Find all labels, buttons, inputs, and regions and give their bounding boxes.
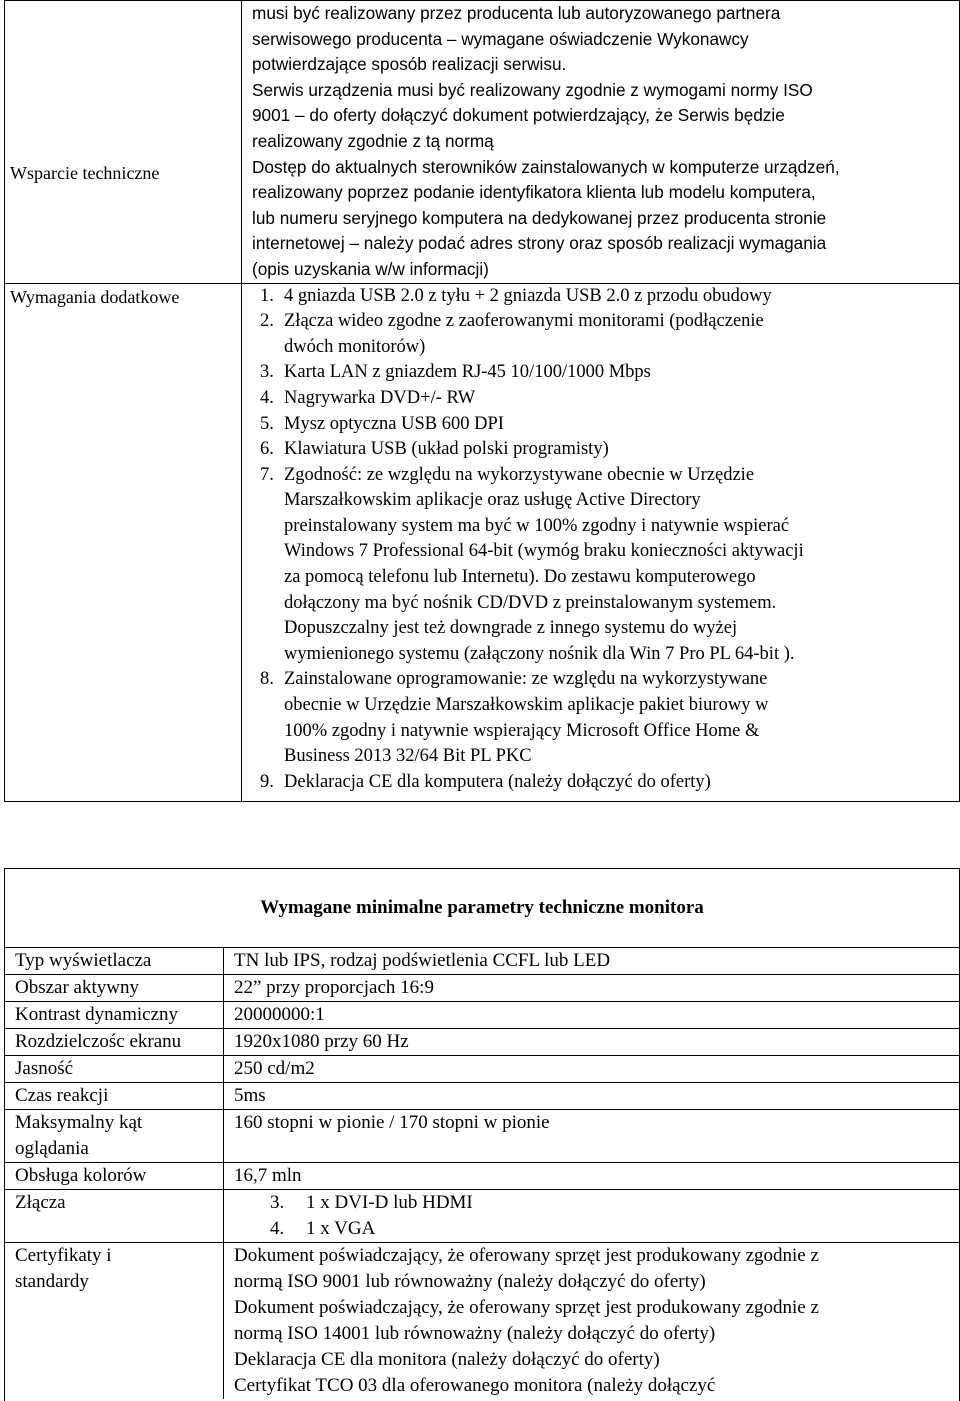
port-number: 3. (270, 1192, 285, 1213)
requirement-text (284, 412, 955, 438)
text-line: realizowany poprzez podanie identyfikatora klienta lub modelu komputera, (252, 182, 816, 203)
spec-label-line: Obsługa kolorów (15, 1165, 147, 1186)
certs-label-line: Certyfikaty i (15, 1245, 112, 1266)
support-row (5, 1, 960, 284)
spec-value-line: 250 cd/m2 (234, 1058, 315, 1079)
spec-value-line: 160 stopni w pionie / 170 stopni w pionie (234, 1112, 550, 1133)
monitor-spec-row (5, 948, 960, 975)
monitor-spec-row (5, 1110, 960, 1163)
text-line: Serwis urządzenia musi być realizowany zgodnie z wymogami normy ISO (252, 79, 813, 100)
spec-label-line: Typ wyświetlacza (15, 950, 152, 971)
monitor-spec-row (5, 1083, 960, 1110)
monitor-section (4, 868, 960, 1401)
port-item (234, 1190, 955, 1216)
spec-label-line: Czas reakcji (15, 1085, 109, 1106)
monitor-spec-row (5, 1163, 960, 1190)
text-line: Klawiatura USB (układ polski programisty) (284, 439, 609, 460)
spec-label-line: oglądania (15, 1138, 89, 1159)
certs-value-cell (224, 1243, 960, 1400)
spec-label-line: Rozdzielczośc ekranu (15, 1031, 182, 1052)
computer-spec-table (4, 0, 960, 802)
requirement-number: 7. (260, 464, 274, 485)
spec-value (224, 1163, 960, 1190)
spec-label-line: Maksymalny kąt (15, 1112, 143, 1133)
text-line: lub numeru seryjnego komputera na dedykowanej przez producenta stronie (252, 207, 827, 228)
spec-label (5, 948, 224, 975)
text-line: dwóch monitorów) (284, 336, 426, 357)
requirement-item (242, 437, 955, 463)
requirement-item (242, 770, 955, 796)
text-line: normą ISO 14001 lub równoważny (należy dołączyć do oferty) (234, 1323, 716, 1344)
spec-label (5, 975, 224, 1002)
requirement-item (242, 284, 955, 310)
text-line: Nagrywarka DVD+/- RW (284, 387, 476, 408)
service-intro (252, 1, 955, 155)
spec-value-line: 16,7 mln (234, 1165, 302, 1186)
additional-row (5, 283, 960, 802)
text-line: Zgodność: ze względu na wykorzystywane obecnie w Urzędzie (284, 464, 755, 485)
additional-label-cell (5, 283, 242, 802)
text-line: Dokument poświadczający, że oferowany sprzęt jest produkowany zgodnie z (234, 1297, 819, 1318)
requirement-number: 9. (260, 771, 274, 792)
text-line: preinstalowany system ma być w 100% zgodny i natywnie wspierać (284, 515, 790, 536)
text-line: za pomocą telefonu lub Internetu). Do zestawu komputerowego (284, 567, 756, 588)
text-line: 100% zgodny i natywnie wspierający Microsoft Office Home & (284, 720, 760, 741)
requirement-number: 4. (260, 387, 274, 408)
spec-label (5, 1056, 224, 1083)
text-line: obecnie w Urzędzie Marszałkowskim aplikacje pakiet biurowy w (284, 695, 769, 716)
requirement-item (242, 412, 955, 438)
monitor-spec-row (5, 975, 960, 1002)
support-label-cell (5, 1, 242, 284)
text-line: Certyfikat TCO 03 dla oferowanego monitora (należy dołączyć (234, 1375, 716, 1396)
requirement-item (242, 309, 955, 360)
text-line: Deklaracja CE dla monitora (należy dołączyć do oferty) (234, 1349, 660, 1370)
requirement-item (242, 667, 955, 769)
spec-label (5, 1002, 224, 1029)
requirement-item (242, 360, 955, 386)
spec-value (224, 1083, 960, 1110)
monitor-spec-row (5, 1002, 960, 1029)
text-line: Windows 7 Professional 64-bit (wymóg braku konieczności aktywacji (284, 541, 804, 562)
spec-value-line: 1920x1080 przy 60 Hz (234, 1031, 409, 1052)
spec-label (5, 1110, 224, 1163)
spec-value-line: 20000000:1 (234, 1004, 325, 1025)
requirement-item (242, 463, 955, 668)
monitor-spec-table (4, 947, 960, 1399)
monitor-spec-row (5, 1056, 960, 1083)
text-line: Business 2013 32/64 Bit PL PKC (284, 746, 532, 767)
requirements-list (242, 284, 955, 796)
requirement-text (284, 667, 955, 769)
spec-label (5, 1163, 224, 1190)
text-line: normą ISO 9001 lub równoważny (należy dołączyć do oferty) (234, 1271, 706, 1292)
text-line: Dopuszczalny jest też downgrade z innego systemu do wyżej (284, 618, 738, 639)
port-text: 1 x DVI-D lub HDMI (306, 1192, 473, 1213)
certs-label-cell (5, 1243, 224, 1400)
ports-value-cell (224, 1190, 960, 1243)
additional-value-cell (242, 283, 960, 802)
spec-value (224, 1110, 960, 1163)
spec-value (224, 1002, 960, 1029)
monitor-title: Wymagane minimalne parametry techniczne monitora (260, 897, 704, 918)
spec-label-line: Kontrast dynamiczny (15, 1004, 179, 1025)
requirement-text (284, 770, 955, 796)
requirement-text (284, 284, 955, 310)
port-number: 4. (270, 1218, 285, 1239)
text-line: Mysz optyczna USB 600 DPI (284, 413, 504, 434)
text-line: (opis uzyskania w/w informacji) (252, 258, 489, 279)
spec-label-line: Obszar aktywny (15, 977, 139, 998)
text-line: musi być realizowany przez producenta lub autoryzowanego partnera (252, 3, 781, 23)
requirement-number: 8. (260, 669, 274, 690)
text-line: potwierdzające sposób realizacji serwisu. (252, 54, 567, 75)
certs-row (5, 1243, 960, 1400)
text-line: Zainstalowane oprogramowanie: ze względu na wykorzystywane (284, 669, 768, 690)
text-line: Marszałkowskim aplikacje oraz usługę Active Directory (284, 490, 701, 511)
spec-label (5, 1083, 224, 1110)
spec-label-line: Jasność (15, 1058, 74, 1079)
text-line: serwisowego producenta – wymagane oświadczenie Wykonawcy (252, 28, 749, 49)
text-line: realizowany zgodnie z tą normą (252, 130, 494, 151)
spec-value (224, 1029, 960, 1056)
text-line: 4 gniazda USB 2.0 z tyłu + 2 gniazda USB 2.0 z przodu obudowy (284, 285, 772, 306)
requirement-text (284, 360, 955, 386)
spec-value-line: TN lub IPS, rodzaj podświetlenia CCFL lub LED (234, 950, 611, 971)
requirement-text (284, 386, 955, 412)
text-line: Karta LAN z gniazdem RJ-45 10/100/1000 Mbps (284, 362, 651, 383)
text-line: internetowej – należy podać adres strony oraz sposób realizacji wymagania (252, 233, 827, 254)
text-line: Deklaracja CE dla komputera (należy dołączyć do oferty) (284, 771, 711, 792)
monitor-spec-row (5, 1029, 960, 1056)
spec-label (5, 1029, 224, 1056)
text-line: Złącza wideo zgodne z zaoferowanymi monitorami (podłączenie (284, 311, 764, 332)
requirement-number: 3. (260, 362, 274, 383)
requirement-item (242, 386, 955, 412)
text-line: Dostęp do aktualnych sterowników zainstalowanych w komputerze urządzeń, (252, 156, 840, 177)
spec-value (224, 1056, 960, 1083)
requirement-text (284, 463, 955, 668)
port-text: 1 x VGA (306, 1218, 376, 1239)
spec-value-line: 5ms (234, 1085, 266, 1106)
requirement-number: 2. (260, 311, 274, 332)
text-line: Dokument poświadczający, że oferowany sprzęt jest produkowany zgodnie z (234, 1245, 819, 1266)
additional-label: Wymagania dodatkowe (10, 286, 180, 307)
ports-label: Złącza (5, 1190, 224, 1243)
requirement-text (284, 437, 955, 463)
text-line: dołączony ma być nośnik CD/DVD z preinstalowanym systemem. (284, 592, 777, 613)
text-line: 9001 – do oferty dołączyć dokument potwierdzający, że Serwis będzie (252, 105, 785, 126)
support-value-cell (242, 1, 960, 284)
ports-row (5, 1190, 960, 1243)
support-text (252, 155, 955, 283)
text-line: wymienionego systemu (załączony nośnik dla Win 7 Pro PL 64-bit ). (284, 643, 795, 664)
requirement-number: 5. (260, 413, 274, 434)
requirement-number: 6. (260, 439, 274, 460)
support-label: Wsparcie techniczne (10, 163, 160, 183)
spec-value-line: 22” przy proporcjach 16:9 (234, 977, 434, 998)
port-item (234, 1216, 955, 1242)
spec-value (224, 948, 960, 975)
requirement-text (284, 309, 955, 360)
requirement-number: 1. (260, 285, 274, 306)
spec-value (224, 975, 960, 1002)
certs-label-line: standardy (15, 1271, 89, 1292)
